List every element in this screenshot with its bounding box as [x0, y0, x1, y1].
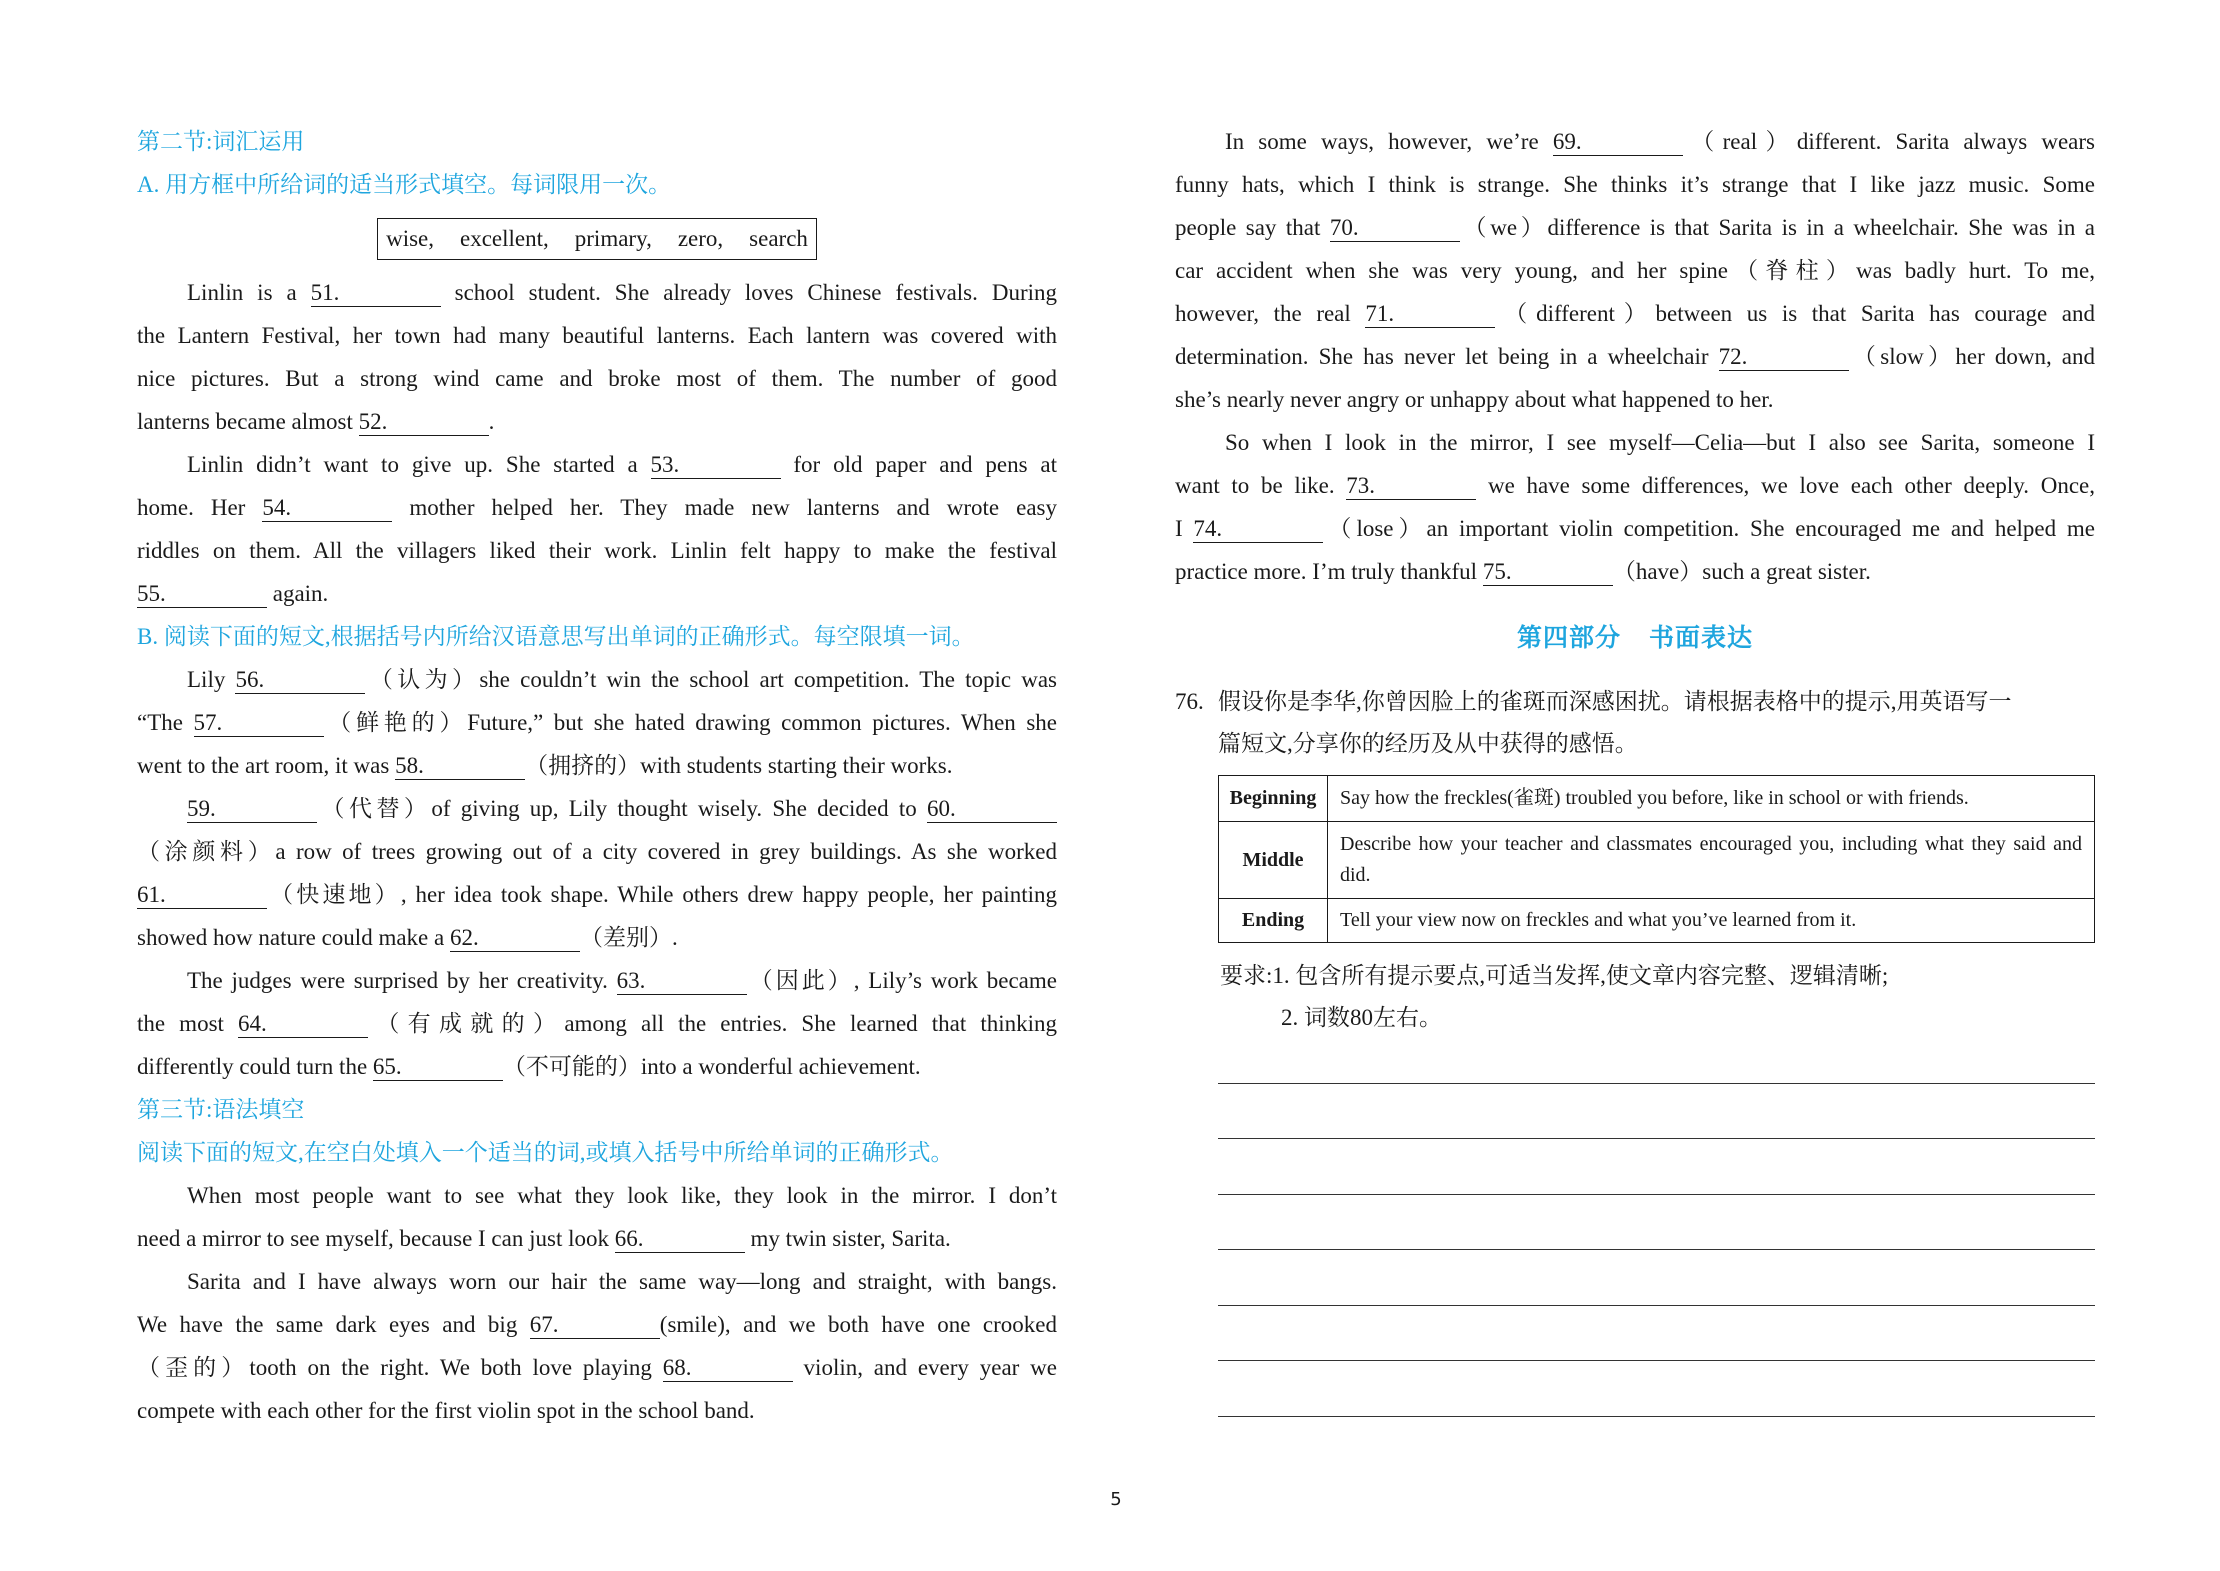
text-line: [137, 529, 1057, 572]
section-title-part: 第四部分: [1516, 625, 1621, 652]
text-line: [1175, 378, 2095, 421]
text-segment: funny hats, which I think is strange. She thinks it’s strange that I like jazz music. Some: [1175, 172, 2095, 197]
text-segment: 第三节:语法填空: [137, 1097, 305, 1122]
answer-blank[interactable]: 52.: [359, 409, 489, 436]
answer-blank[interactable]: 74.: [1193, 516, 1323, 543]
text-line: [137, 1217, 1057, 1260]
text-line: [1175, 464, 2095, 507]
section-title-name: 书面表达: [1649, 625, 1754, 652]
text-line: [1175, 421, 2095, 464]
text-line: [1175, 335, 2095, 378]
text-segment: Linlin is a: [187, 280, 311, 305]
answer-blank[interactable]: 62.: [450, 925, 580, 952]
text-segment: So when I look in the mirror, I see myself—Celia—but I also see Sarita, someone I: [1225, 430, 2095, 455]
row-label: Ending: [1219, 899, 1328, 943]
word-bank-word: search: [749, 225, 808, 251]
text-segment: my twin sister, Sarita.: [744, 1226, 951, 1251]
text-line: [137, 959, 1057, 1002]
text-line: [1175, 507, 2095, 550]
text-line: [137, 400, 1057, 443]
text-segment: （have）such a great sister.: [1612, 559, 1871, 584]
text-segment: （lose）an important violin competition. She encouraged me and helped me: [1323, 516, 2095, 541]
text-line: [137, 1260, 1057, 1303]
answer-blank[interactable]: 70.: [1330, 215, 1460, 242]
answer-blank[interactable]: 54.: [262, 495, 392, 522]
text-segment: .: [488, 409, 495, 434]
text-segment: practice more. I’m truly thankful: [1175, 559, 1483, 584]
text-line: [137, 916, 1057, 959]
text-line: [137, 314, 1057, 357]
text-segment: Sarita and I have always worn our hair the same way—long and straight, with bangs.: [187, 1269, 1057, 1294]
right-column: [1175, 120, 2095, 593]
table-row: [1219, 899, 2095, 943]
text-segment: 阅读下面的短文,在空白处填入一个适当的词,或填入括号中所给单词的正确形式。: [137, 1140, 954, 1165]
text-line: [1175, 120, 2095, 163]
text-segment: differently could turn the: [137, 1054, 373, 1079]
text-segment: went to the art room, it was: [137, 753, 396, 778]
text-segment: compete with each other for the first violin spot in the school band.: [137, 1398, 755, 1423]
text-line: [1175, 292, 2095, 335]
answer-blank[interactable]: 57.: [194, 710, 324, 737]
text-segment: Linlin didn’t want to give up. She started a: [187, 452, 651, 477]
text-segment: nice pictures. But a strong wind came and broke most of them. The number of good: [137, 366, 1057, 391]
text-segment: “The: [137, 710, 194, 735]
row-label: Beginning: [1219, 776, 1328, 822]
text-segment: school student. She already loves Chinese festivals. During: [440, 280, 1057, 305]
answer-blank[interactable]: 67.: [530, 1312, 660, 1339]
text-line: [137, 1002, 1057, 1045]
text-segment: lanterns became almost: [137, 409, 359, 434]
text-segment: home. Her: [137, 495, 263, 520]
word-bank-box: [377, 218, 817, 260]
text-line: [1175, 163, 2095, 206]
row-description: Say how the freckles(雀斑) troubled you before, like in school or with friends.: [1328, 776, 2095, 822]
row-description: Describe how your teacher and classmates encouraged you, including what they said and did.: [1328, 822, 2095, 899]
writing-line[interactable]: [1218, 1360, 2095, 1361]
writing-line[interactable]: [1218, 1083, 2095, 1084]
table-row: [1219, 776, 2095, 822]
text-segment: （不可能的）into a wonderful achievement.: [502, 1054, 921, 1079]
text-segment: A. 用方框中所给词的适当形式填空。每词限用一次。: [137, 172, 672, 197]
table-row: [1219, 822, 2095, 899]
row-label: Middle: [1219, 822, 1328, 899]
text-line: [137, 1346, 1057, 1389]
text-segment: We have the same dark eyes and big: [137, 1312, 530, 1337]
text-segment: When most people want to see what they look like, they look in the mirror. I don’t: [187, 1183, 1057, 1208]
requirement-2: 2. 词数80左右。: [1281, 1005, 1442, 1030]
writing-line[interactable]: [1218, 1194, 2095, 1195]
answer-blank[interactable]: 58.: [395, 753, 525, 780]
word-bank-row: [137, 206, 1057, 271]
page-number: 5: [1110, 1489, 1122, 1510]
text-segment: showed how nature could make a: [137, 925, 450, 950]
text-line: [137, 787, 1057, 830]
section-title-writing: [1175, 618, 2095, 654]
writing-line[interactable]: [1218, 1249, 2095, 1250]
text-segment: （认为）she couldn’t win the school art competition. The topic was: [365, 667, 1057, 692]
word-bank-word: wise,: [386, 225, 434, 251]
text-segment: （拥挤的）with students starting their works.: [525, 753, 953, 778]
text-line: [1175, 206, 2095, 249]
text-segment: mother helped her. They made new lanterns and wrote easy: [392, 495, 1057, 520]
answer-blank[interactable]: 72.: [1719, 344, 1849, 371]
answer-blank[interactable]: 66.: [615, 1226, 745, 1253]
text-segment: （快速地）, her idea took shape. While others drew happy people, her painting: [267, 882, 1057, 907]
requirement-1: 要求:1. 包含所有提示要点,可适当发挥,使文章内容完整、逻辑清晰;: [1220, 963, 1889, 988]
text-segment: people say that: [1175, 215, 1330, 240]
row-description: Tell your view now on freckles and what you’ve learned from it.: [1328, 899, 2095, 943]
text-segment: determination. She has never let being in a wheelchair: [1175, 344, 1719, 369]
text-segment: riddles on them. All the villagers liked their work. Linlin felt happy to make the festival: [137, 538, 1057, 563]
text-segment: （slow）her down, and: [1848, 344, 2095, 369]
left-column: [137, 120, 1057, 1432]
text-line: [137, 830, 1057, 873]
text-line: [137, 486, 1057, 529]
word-bank-word: excellent,: [460, 225, 549, 251]
text-line: [137, 443, 1057, 486]
question-number: 76.: [1175, 689, 1204, 714]
text-line: [137, 658, 1057, 701]
text-line: [137, 1303, 1057, 1346]
writing-line[interactable]: [1218, 1416, 2095, 1417]
prompt-line-1: 假设你是李华,你曾因脸上的雀斑而深感困扰。请根据表格中的提示,用英语写一: [1218, 689, 2012, 714]
text-line: [1175, 249, 2095, 292]
answer-blank[interactable]: 53.: [651, 452, 781, 479]
text-segment: （歪的）tooth on the right. We both love playing: [137, 1355, 663, 1380]
text-line: [1175, 550, 2095, 593]
answer-blank[interactable]: 73.: [1346, 473, 1476, 500]
answer-blank[interactable]: 75.: [1483, 559, 1613, 586]
text-segment: need a mirror to see myself, because I can just look: [137, 1226, 615, 1251]
text-segment: violin, and every year we: [792, 1355, 1057, 1380]
answer-blank[interactable]: 61.: [137, 882, 267, 909]
text-segment: （鲜艳的）Future,” but she hated drawing common pictures. When she: [323, 710, 1057, 735]
text-segment: (smile), and we both have one crooked: [659, 1312, 1057, 1337]
text-line: [137, 572, 1057, 615]
text-line: [137, 271, 1057, 314]
text-segment: （different）between us is that Sarita has courage and: [1495, 301, 2095, 326]
answer-blank[interactable]: 71.: [1365, 301, 1495, 328]
answer-blank[interactable]: 60.: [927, 796, 1057, 823]
answer-blank[interactable]: 68.: [663, 1355, 793, 1382]
text-segment: （real）different. Sarita always wears: [1682, 129, 2095, 154]
text-line: [137, 1174, 1057, 1217]
text-segment: she’s nearly never angry or unhappy about what happened to her.: [1175, 387, 1774, 412]
prompt-line-2: 篇短文,分享你的经历及从中获得的感悟。: [1218, 731, 1638, 756]
section-heading: [137, 1131, 1057, 1174]
text-segment: we have some differences, we love each other deeply. Once,: [1476, 473, 2095, 498]
text-segment: The judges were surprised by her creativity.: [187, 968, 617, 993]
text-segment: B. 阅读下面的短文,根据括号内所给汉语意思写出单词的正确形式。每空限填一词。: [137, 624, 975, 649]
text-segment: 第二节:词汇运用: [137, 129, 305, 154]
writing-outline-table: [1218, 775, 2095, 943]
answer-blank[interactable]: 69.: [1553, 129, 1683, 156]
text-segment: （差别）.: [579, 925, 678, 950]
text-line: [137, 744, 1057, 787]
section-heading: [137, 163, 1057, 206]
text-segment: car accident when she was very young, and her spine（脊柱）was badly hurt. To me,: [1175, 258, 2095, 283]
word-bank-word: zero,: [677, 225, 724, 251]
answer-blank[interactable]: 63.: [617, 968, 747, 995]
text-line: [137, 701, 1057, 744]
text-segment: again.: [267, 581, 329, 606]
text-segment: want to be like.: [1175, 473, 1347, 498]
text-line: [137, 357, 1057, 400]
text-segment: for old paper and pens at: [780, 452, 1057, 477]
section-heading: [137, 1088, 1057, 1131]
writing-line[interactable]: [1218, 1305, 2095, 1306]
section-heading: [137, 120, 1057, 163]
text-segment: however, the real: [1175, 301, 1366, 326]
text-line: [137, 873, 1057, 916]
text-segment: In some ways, however, we’re: [1225, 129, 1553, 154]
answer-blank[interactable]: 55.: [137, 581, 267, 608]
text-segment: （涂颜料）a row of trees growing out of a city covered in grey buildings. As she worked: [137, 839, 1057, 864]
text-segment: Lily: [187, 667, 236, 692]
text-segment: the Lantern Festival, her town had many beautiful lanterns. Each lantern was covered with: [137, 323, 1057, 348]
answer-blank[interactable]: 65.: [373, 1054, 503, 1081]
answer-blank[interactable]: 51.: [311, 280, 441, 307]
text-line: [137, 1389, 1057, 1432]
text-segment: （we）difference is that Sarita is in a wheelchair. She was in a: [1459, 215, 2095, 240]
writing-line[interactable]: [1218, 1138, 2095, 1139]
answer-blank[interactable]: 64.: [238, 1011, 368, 1038]
answer-blank[interactable]: 56.: [235, 667, 365, 694]
section-heading: [137, 615, 1057, 658]
answer-blank[interactable]: 59.: [187, 796, 317, 823]
word-bank-word: primary,: [574, 225, 652, 251]
text-segment: （有成就的）among all the entries. She learned that thinking: [368, 1011, 1057, 1036]
text-segment: （代替）of giving up, Lily thought wisely. She decided to: [317, 796, 927, 821]
text-segment: the most: [137, 1011, 238, 1036]
text-line: [137, 1045, 1057, 1088]
text-segment: I: [1175, 516, 1194, 541]
text-segment: （因此）, Lily’s work became: [746, 968, 1057, 993]
